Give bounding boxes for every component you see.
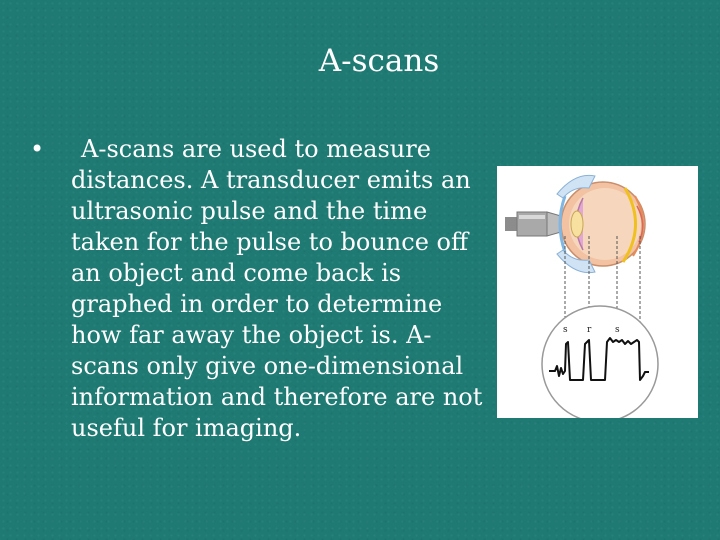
peak-label-2: r (587, 325, 592, 335)
transducer-probe (505, 212, 561, 236)
a-scan-diagram (497, 166, 698, 418)
eyeball (560, 182, 645, 266)
a-scan-display (542, 306, 658, 418)
slide-title: A-scans (318, 43, 440, 79)
bullet-marker: • (30, 135, 45, 163)
peak-label-1: s (563, 325, 568, 335)
a-scan-figure (497, 166, 698, 418)
peak-label-3: s (615, 325, 620, 335)
bullet-item (30, 134, 490, 444)
bullet-text: A-scans are used to measure distances. A transducer emits an ultrasonic pulse and the time taken for the pulse to bounce off an object and come back is graphed in order to determine how far away the object is. A-scans only give one-dimensional information and therefore are not useful for imaging. (71, 135, 483, 442)
